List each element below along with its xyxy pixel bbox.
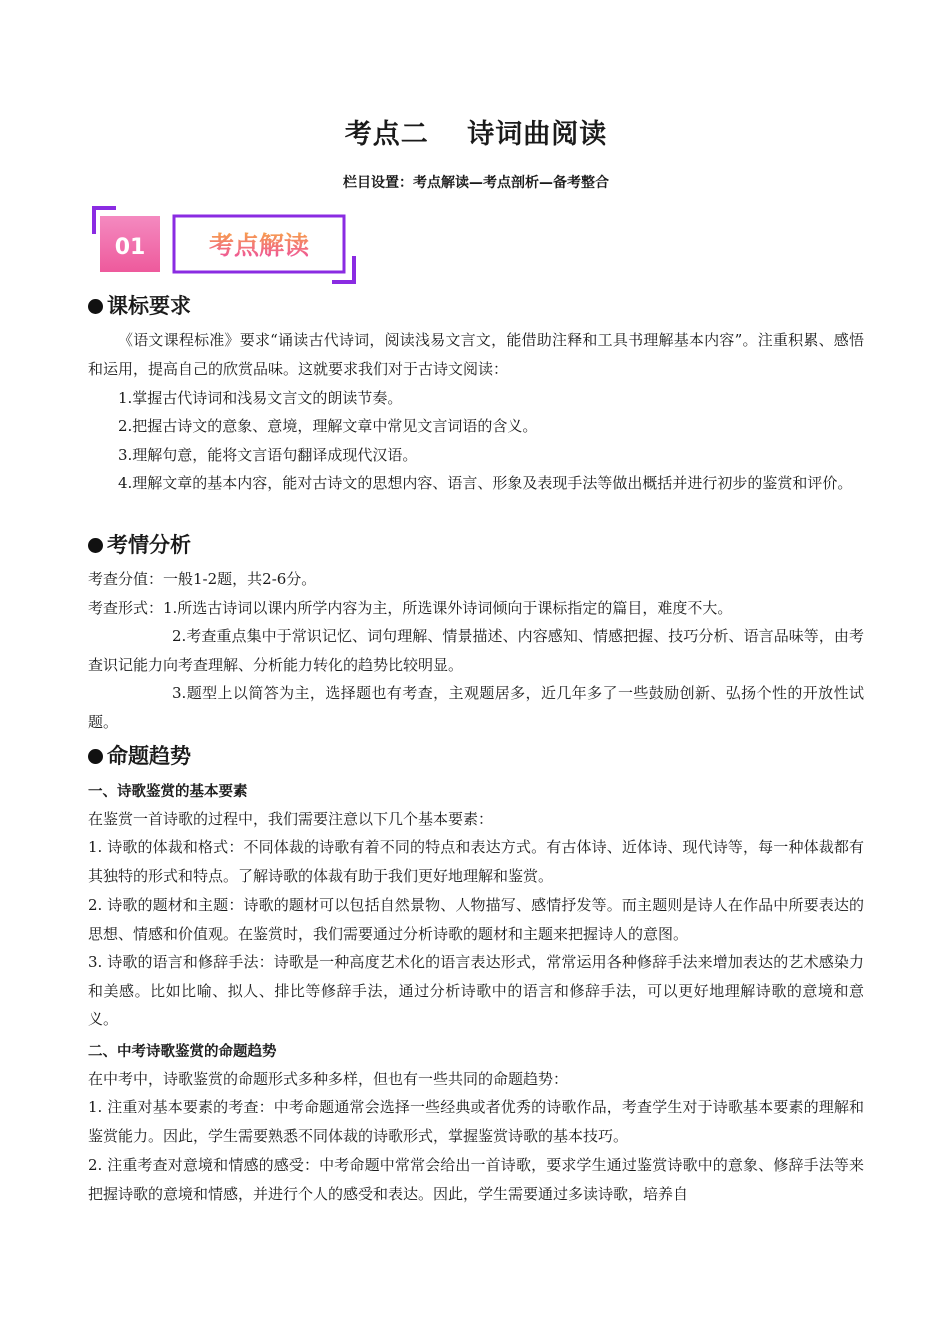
list-item: 4.理解文章的基本内容，能对古诗文的思想内容、语言、形象及表现手法等做出概括并进行初步的鉴赏和评价。: [118, 474, 853, 492]
bullet-dot: [88, 538, 103, 553]
exam-form-1: 考查形式：1.所选古诗词以课内所学内容为主，所选课外诗词倾向于课标指定的篇目，难度不大。: [88, 599, 733, 617]
heading-curriculum-requirements: [88, 291, 191, 321]
heading-exam-analysis: [88, 530, 191, 560]
subheading-basic-elements: 一、诗歌鉴赏的基本要素: [88, 784, 248, 800]
heading-trends: [88, 741, 191, 771]
list-item: 3.理解句意，能将文言语句翻译成现代汉语。: [118, 446, 418, 464]
column-setting: 栏目设置：考点解读—考点剖析—备考整合: [343, 175, 609, 191]
exam-form-2: 2.考查重点集中于常识记忆、词句理解、情景描述、内容感知、情感把握、技巧分析、语言品味等，由考查识记能力向考查理解、分析能力转化的趋势比较明显。: [88, 627, 864, 674]
bullet-dot: [88, 299, 103, 314]
list-item: 2. 注重考查对意境和情感的感受：中考命题中常常会给出一首诗歌，要求学生通过鉴赏诗歌中的意象、修辞手法等来把握诗歌的意境和情感，并进行个人的感受和表达。因此，学生需要通过多读诗歌，培养自: [88, 1156, 864, 1203]
banner-number: 01: [114, 235, 146, 260]
list-item: 1.掌握古代诗词和浅易文言文的朗读节奏。: [118, 389, 403, 407]
list-item: 3. 诗歌的语言和修辞手法：诗歌是一种高度艺术化的语言表达形式，常常运用各种修辞手法来增加表达的艺术感染力和美感。比如比喻、拟人、排比等修辞手法，通过分析诗歌中的语言和修辞手法，可以更好地理解诗歌的意境和意义。: [88, 953, 864, 1028]
bullet-dot: [88, 749, 103, 764]
list-item: 2.把握古诗文的意象、意境，理解文章中常见文言词语的含义。: [118, 417, 538, 435]
list-item: 1. 诗歌的体裁和格式：不同体裁的诗歌有着不同的特点和表达方式。有古体诗、近体诗、现代诗等，每一种体裁都有其独特的形式和特点。了解诗歌的体裁有助于我们更好地理解和鉴赏。: [88, 838, 864, 885]
list-item: 1. 注重对基本要素的考查：中考命题通常会选择一些经典或者优秀的诗歌作品，考查学生对于诗歌基本要素的理解和鉴赏能力。因此，学生需要熟悉不同体裁的诗歌形式，掌握鉴赏诗歌的基本技巧。: [88, 1098, 864, 1145]
paragraph-intro: 《语文课程标准》要求“诵读古代诗词，阅读浅易文言文，能借助注释和工具书理解基本内容”。注重积累、感悟和运用，提高自己的欣赏品味。这就要求我们对于古诗文阅读：: [88, 331, 864, 378]
subheading-exam-trends: 二、中考诗歌鉴赏的命题趋势: [88, 1044, 277, 1060]
heading-text: 考情分析: [107, 533, 191, 557]
banner-label: 考点解读: [208, 231, 310, 260]
paragraph: 在中考中，诗歌鉴赏的命题形式多种多样，但也有一些共同的命题趋势：: [88, 1070, 569, 1088]
paragraph: 在鉴赏一首诗歌的过程中，我们需要注意以下几个基本要素：: [88, 810, 494, 828]
list-item: 2. 诗歌的题材和主题：诗歌的题材可以包括自然景物、人物描写、感情抒发等。而主题则是诗人在作品中所要表达的思想、情感和价值观。在鉴赏时，我们需要通过分析诗歌的题材和主题来把握诗人的意图。: [88, 896, 864, 943]
heading-text: 命题趋势: [107, 744, 191, 768]
exam-score: 考查分值：一般1-2题，共2-6分。: [88, 570, 317, 588]
exam-form-3: 3.题型上以简答为主，选择题也有考查，主观题居多，近几年多了一些鼓励创新、弘扬个性的开放性试题。: [88, 684, 864, 731]
heading-text: 课标要求: [107, 294, 191, 318]
section-banner: [88, 204, 358, 284]
page-title: 考点二 诗词曲阅读: [344, 119, 608, 150]
